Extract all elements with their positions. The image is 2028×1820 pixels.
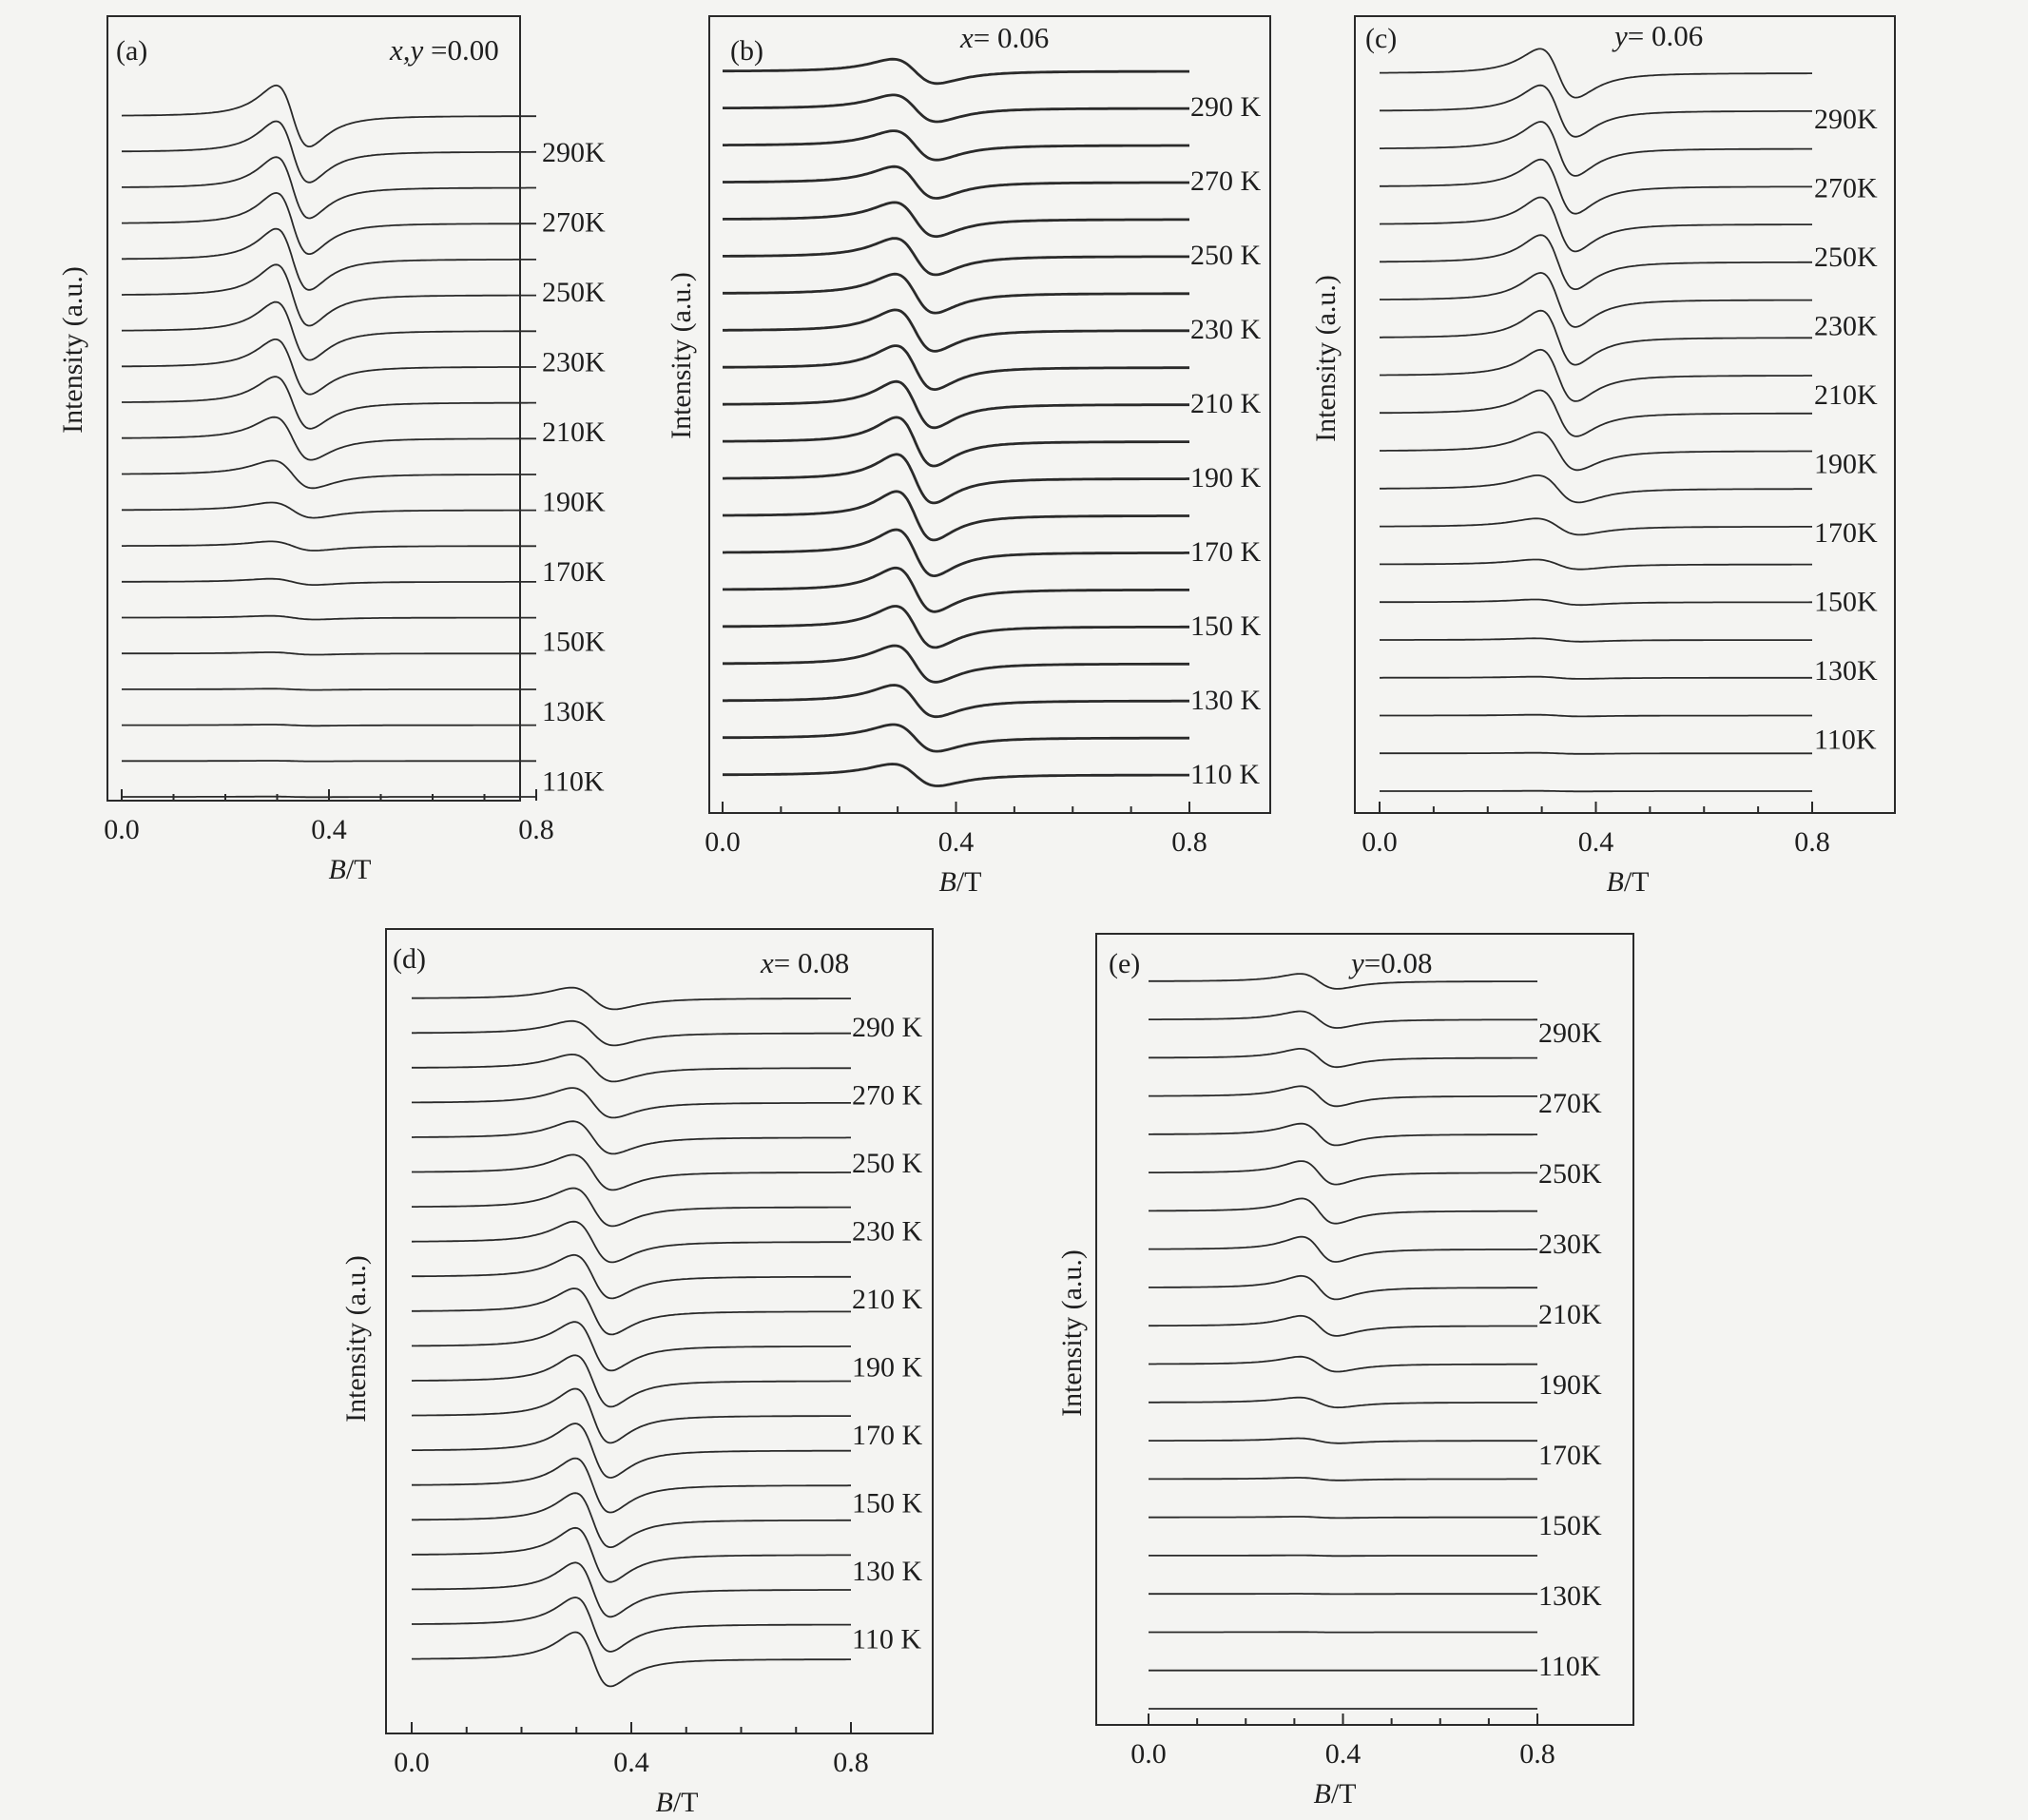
spectrum-trace <box>122 797 536 798</box>
temperature-label: 150K <box>1538 1510 1602 1541</box>
temperature-label: 250K <box>542 277 606 308</box>
spectrum-trace <box>723 607 1189 648</box>
temperature-label: 210 K <box>852 1284 923 1315</box>
spectrum-trace <box>723 530 1189 576</box>
temperature-label: 190 K <box>1190 462 1262 494</box>
x-tick-label: 0.0 <box>1130 1738 1167 1770</box>
y-axis-label: Intensity (a.u.) <box>57 266 88 434</box>
spectrum-trace <box>412 1222 851 1263</box>
spectra-traces <box>412 988 851 1687</box>
spectrum-trace <box>122 616 536 620</box>
spectrum-trace <box>412 1055 851 1082</box>
temperature-labels <box>852 1012 923 1655</box>
x-axis-label <box>939 866 982 898</box>
spectrum-trace <box>1149 1237 1537 1262</box>
spectrum-trace <box>412 1255 851 1299</box>
x-axis-label <box>329 854 372 885</box>
spectrum-trace <box>412 1322 851 1370</box>
x-tick-label: 0.4 <box>937 826 975 858</box>
temperature-label: 150 K <box>852 1487 923 1520</box>
x-axis-label-variable: B <box>1313 1778 1331 1810</box>
spectrum-trace <box>412 1288 851 1334</box>
temperature-label: 290K <box>542 137 606 168</box>
x-axis <box>705 802 1207 858</box>
temperature-label: 110 K <box>852 1623 922 1655</box>
composition-operator: = <box>1363 946 1381 979</box>
spectrum-trace <box>122 688 536 689</box>
x-tick-label: 0.8 <box>1171 826 1207 858</box>
spectrum-trace <box>412 988 851 1010</box>
temperature-label: 230 K <box>852 1215 923 1248</box>
panel-a <box>57 16 606 885</box>
temperature-label: 150K <box>1814 586 1878 618</box>
temperature-label: 130 K <box>1190 685 1262 716</box>
temperature-label: 290 K <box>852 1012 923 1043</box>
spectrum-trace <box>1380 122 1812 176</box>
spectrum-trace <box>1149 1012 1537 1029</box>
x-tick-label: 0.8 <box>518 814 554 845</box>
temperature-label: 230K <box>1538 1229 1602 1260</box>
temperature-label: 270 K <box>852 1079 923 1112</box>
x-axis-label-unit: /T <box>1330 1778 1357 1810</box>
temperature-label: 210K <box>1814 379 1878 411</box>
spectrum-trace <box>412 1154 851 1190</box>
temperature-label: 230K <box>542 346 606 378</box>
panel-c <box>1310 16 1895 898</box>
spectra-traces <box>723 59 1189 785</box>
x-tick-label: 0.8 <box>833 1747 869 1778</box>
composition-variable: x <box>761 946 774 979</box>
temperature-label: 170K <box>1814 517 1878 549</box>
x-axis-label-variable: B <box>1606 866 1624 898</box>
temperature-label: 290 K <box>1190 91 1262 123</box>
spectra-traces <box>122 86 536 798</box>
temperature-label: 250K <box>1814 242 1878 273</box>
spectrum-trace <box>1380 475 1812 503</box>
temperature-label: 270K <box>542 206 606 239</box>
spectra-traces <box>1380 48 1812 791</box>
spectrum-trace <box>122 460 536 488</box>
spectrum-trace <box>723 203 1189 237</box>
x-axis-label-unit: /T <box>345 854 372 885</box>
plot-frame <box>386 929 933 1733</box>
spectrum-trace <box>1149 1198 1537 1223</box>
panel-label: (b) <box>730 35 763 67</box>
temperature-label: 210 K <box>1190 388 1262 419</box>
spectrum-trace <box>1149 1276 1537 1300</box>
x-axis-label-variable: B <box>328 854 346 885</box>
spectrum-trace <box>1380 48 1812 97</box>
spectrum-trace <box>723 166 1189 198</box>
temperature-label: 190K <box>542 486 606 518</box>
spectrum-trace <box>723 95 1189 122</box>
panel-label: (e) <box>1109 948 1141 979</box>
x-axis-label-unit: /T <box>956 866 982 898</box>
y-axis-label: Intensity (a.u.) <box>1056 1249 1088 1417</box>
spectrum-trace <box>1380 391 1812 436</box>
temperature-label: 110 K <box>1190 759 1261 790</box>
spectrum-trace <box>1380 791 1812 792</box>
spectrum-trace <box>122 264 536 325</box>
temperature-label: 130K <box>1814 655 1878 687</box>
spectrum-trace <box>122 122 536 183</box>
spectrum-trace <box>122 725 536 726</box>
spectrum-trace <box>1380 235 1812 289</box>
spectrum-trace <box>723 765 1189 786</box>
y-axis-label: Intensity (a.u.) <box>666 272 697 439</box>
spectrum-trace <box>1149 974 1537 989</box>
temperature-labels <box>542 137 606 798</box>
spectrum-trace <box>122 503 536 518</box>
x-axis-label-variable: B <box>655 1787 673 1818</box>
x-axis-label-unit: /T <box>672 1787 699 1818</box>
spectrum-trace <box>1149 1556 1537 1557</box>
spectrum-trace <box>1380 160 1812 214</box>
spectrum-trace <box>1149 1316 1537 1336</box>
spectrum-trace <box>1380 350 1812 401</box>
spectrum-trace <box>1380 753 1812 754</box>
x-axis <box>394 1722 869 1778</box>
x-tick-label: 0.4 <box>1324 1738 1362 1770</box>
composition-operator: = <box>1627 19 1645 52</box>
spectrum-trace <box>1380 198 1812 252</box>
x-tick-label: 0.0 <box>705 826 741 858</box>
composition-operator: = <box>773 946 791 979</box>
temperature-label: 270 K <box>1190 165 1262 197</box>
spectrum-trace <box>1149 1161 1537 1185</box>
temperature-labels <box>1814 104 1878 756</box>
spectrum-trace <box>412 1355 851 1406</box>
x-tick-label: 0.8 <box>1794 826 1830 858</box>
composition-operator: = <box>423 33 448 67</box>
x-tick-label: 0.0 <box>394 1747 430 1778</box>
spectrum-trace <box>1380 677 1812 679</box>
spectrum-trace <box>723 310 1189 352</box>
spectra-traces <box>1149 974 1537 1709</box>
spectrum-trace <box>1380 86 1812 137</box>
plot-frame <box>1355 16 1895 813</box>
spectrum-trace <box>1149 1478 1537 1481</box>
temperature-label: 170K <box>1538 1440 1602 1471</box>
spectrum-trace <box>1380 432 1812 470</box>
x-tick-label: 0.0 <box>1362 826 1398 858</box>
spectrum-trace <box>412 1189 851 1227</box>
spectrum-trace <box>1380 560 1812 570</box>
spectrum-trace <box>122 417 536 460</box>
spectrum-trace <box>723 346 1189 390</box>
spectrum-trace <box>1380 273 1812 327</box>
temperature-label: 290K <box>1538 1017 1602 1049</box>
spectrum-trace <box>723 646 1189 682</box>
temperature-label: 270K <box>1814 172 1878 204</box>
composition-operator: = <box>973 21 991 54</box>
spectrum-trace <box>1380 638 1812 642</box>
composition-value: 0.08 <box>790 946 850 979</box>
spectrum-trace <box>723 455 1189 503</box>
spectrum-trace <box>122 541 536 551</box>
spectrum-trace <box>723 239 1189 275</box>
composition-value: 0.00 <box>447 33 499 67</box>
temperature-label: 130K <box>1538 1580 1602 1612</box>
y-axis-label: Intensity (a.u.) <box>1310 275 1342 442</box>
spectrum-trace <box>122 579 536 585</box>
composition-value: 0.06 <box>1644 19 1704 52</box>
temperature-labels <box>1190 91 1262 790</box>
spectrum-trace <box>122 157 536 218</box>
spectrum-trace <box>1149 1517 1537 1518</box>
spectrum-trace <box>1149 1357 1537 1372</box>
x-tick-label: 0.4 <box>311 814 347 845</box>
temperature-label: 230K <box>1814 310 1878 342</box>
spectrum-trace <box>1149 1124 1537 1146</box>
spectrum-trace <box>723 59 1189 84</box>
y-axis-label: Intensity (a.u.) <box>340 1255 372 1423</box>
panel-label: (c) <box>1365 23 1398 54</box>
x-tick-label: 0.4 <box>1577 826 1614 858</box>
composition-variable: x <box>960 21 974 54</box>
panel-label: (d) <box>393 943 426 975</box>
temperature-label: 250 K <box>1190 240 1262 271</box>
temperature-label: 170 K <box>852 1420 923 1451</box>
spectrum-trace <box>1380 600 1812 606</box>
plot-frame <box>107 16 520 801</box>
temperature-label: 110K <box>1814 724 1877 756</box>
panel-label: (a) <box>116 35 148 67</box>
temperature-label: 110K <box>1538 1651 1601 1682</box>
composition-label <box>1348 946 1433 979</box>
temperature-labels <box>1538 1017 1602 1682</box>
spectrum-trace <box>1380 715 1812 717</box>
temperature-label: 250K <box>1538 1158 1602 1190</box>
spectrum-trace <box>412 1021 851 1046</box>
temperature-label: 190 K <box>852 1351 923 1384</box>
temperature-label: 150K <box>542 626 606 658</box>
composition-variable: y <box>1614 19 1628 52</box>
spectrum-trace <box>412 1121 851 1153</box>
composition-value: 0.08 <box>1381 946 1433 979</box>
temperature-label: 190K <box>1538 1369 1602 1401</box>
x-axis <box>1362 802 1830 858</box>
x-axis-label <box>656 1787 699 1818</box>
x-axis-label-unit: /T <box>1623 866 1650 898</box>
temperature-label: 230 K <box>1190 314 1262 345</box>
temperature-label: 290K <box>1814 104 1878 135</box>
x-axis-label-variable: B <box>938 866 956 898</box>
x-tick-label: 0.8 <box>1519 1738 1555 1770</box>
spectrum-trace <box>723 725 1189 751</box>
spectrum-trace <box>1380 518 1812 534</box>
temperature-label: 150 K <box>1190 610 1262 642</box>
temperature-label: 270K <box>1538 1088 1602 1119</box>
spectrum-trace <box>1149 1439 1537 1443</box>
temperature-label: 170 K <box>1190 536 1262 568</box>
panel-b <box>666 16 1270 898</box>
temperature-label: 130 K <box>852 1556 923 1587</box>
spectrum-trace <box>122 229 536 290</box>
spectrum-trace <box>723 381 1189 428</box>
temperature-label: 110K <box>542 765 605 798</box>
spectrum-trace <box>122 193 536 254</box>
spectrum-trace <box>723 131 1189 161</box>
temperature-label: 210K <box>542 416 606 448</box>
composition-label <box>389 33 499 67</box>
spectrum-trace <box>723 686 1189 717</box>
spectrum-trace <box>122 761 536 762</box>
spectrum-trace <box>122 86 536 146</box>
x-axis <box>1130 1714 1555 1770</box>
spectrum-trace <box>723 568 1189 611</box>
spectrum-trace <box>723 492 1189 540</box>
composition-label <box>959 21 1049 54</box>
spectrum-trace <box>122 652 536 655</box>
plot-frame <box>709 16 1270 813</box>
composition-variable: y <box>1351 946 1364 979</box>
temperature-label: 170K <box>542 556 606 588</box>
composition-label <box>760 946 849 979</box>
spectrum-trace <box>1149 1049 1537 1067</box>
x-tick-label: 0.0 <box>104 814 140 845</box>
temperature-label: 250 K <box>852 1148 923 1179</box>
panel-e <box>1056 934 1633 1810</box>
spectrum-trace <box>1149 1086 1537 1106</box>
temperature-label: 190K <box>1814 448 1878 480</box>
x-tick-label: 0.4 <box>613 1747 649 1778</box>
panel-d <box>340 929 933 1818</box>
spectrum-trace <box>412 1088 851 1117</box>
spectrum-trace <box>1149 1398 1537 1408</box>
x-axis-label <box>1314 1778 1357 1810</box>
spectrum-trace <box>723 274 1189 313</box>
composition-label <box>1612 19 1703 52</box>
temperature-label: 130K <box>542 696 606 727</box>
spectrum-trace <box>1380 311 1812 365</box>
temperature-label: 210K <box>1538 1299 1602 1330</box>
composition-variable: x,y <box>390 33 424 67</box>
spectrum-trace <box>723 417 1189 466</box>
spectrum-trace <box>122 302 536 360</box>
x-axis-label <box>1607 866 1650 898</box>
composition-value: 0.06 <box>990 21 1050 54</box>
